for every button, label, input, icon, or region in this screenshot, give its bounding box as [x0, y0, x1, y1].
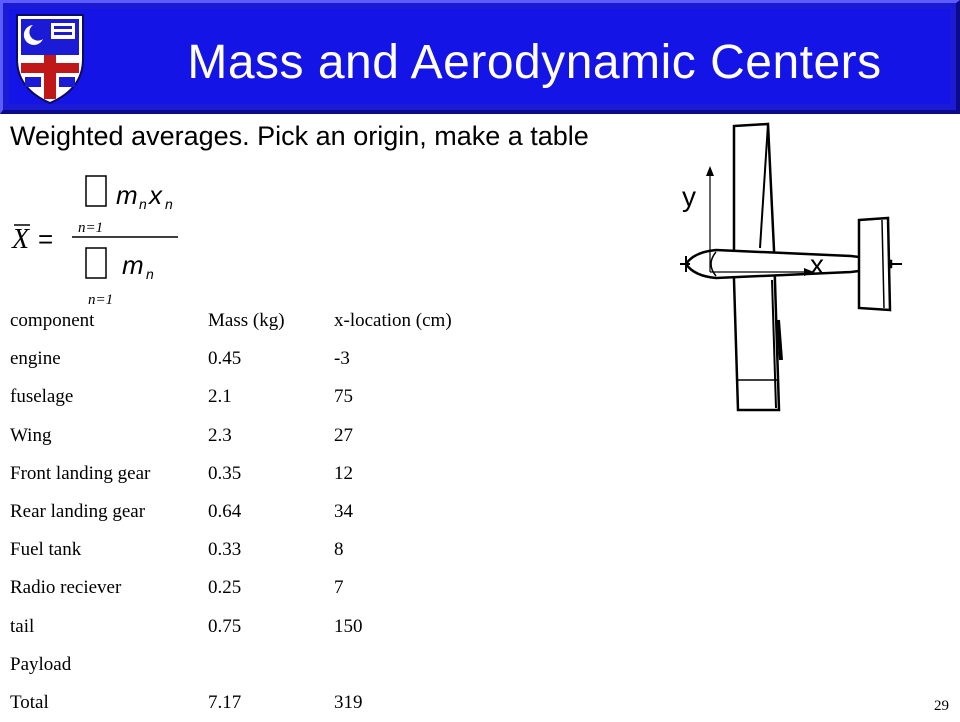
- cell-component: Payload: [10, 653, 72, 675]
- mass-location-table: [10, 302, 494, 722]
- y-axis-label: y: [682, 181, 696, 212]
- title-banner: [0, 0, 960, 114]
- formula-denominator-sub: n: [146, 266, 154, 282]
- table-row: [10, 417, 494, 455]
- formula-lhs: X: [12, 224, 30, 255]
- table-row: [10, 531, 494, 569]
- cell-x-location: 34: [334, 501, 353, 523]
- cell-x-location: 27: [334, 424, 353, 446]
- cell-component: engine: [10, 348, 61, 370]
- table-row: [10, 608, 494, 646]
- table-row: [10, 340, 494, 378]
- table-header-row: [10, 302, 494, 340]
- cell-mass: 0.45: [208, 348, 242, 370]
- cell-component: Fuel tank: [10, 539, 82, 561]
- x-axis-label: x: [810, 249, 824, 280]
- cell-mass: 0.35: [208, 462, 242, 484]
- page-title: Mass and Aerodynamic Centers: [187, 36, 882, 89]
- cell-component: tail: [10, 615, 35, 637]
- cell-x-location: 12: [334, 462, 353, 484]
- subtitle: Weighted averages. Pick an origin, make a table: [10, 121, 589, 151]
- formula-numerator-lower-limit: n=1: [78, 220, 104, 236]
- cell-component: Front landing gear: [10, 462, 151, 484]
- cell-mass: [208, 646, 334, 684]
- cell-mass: 2.3: [208, 424, 232, 446]
- formula-denominator-lower-limit: n=1: [88, 292, 114, 308]
- formula-equals: =: [38, 224, 54, 254]
- formula-numerator-x: x: [149, 180, 162, 210]
- sum-placeholder-box-top: [86, 176, 106, 206]
- cell-x-location: 319: [334, 691, 363, 713]
- table-row: [10, 569, 494, 607]
- cell-component: fuselage: [10, 386, 74, 408]
- table-row-total: [10, 684, 494, 722]
- cell-x-location: [334, 646, 494, 684]
- cell-x-location: 7: [334, 577, 344, 599]
- airplane-top-view-icon: [676, 120, 906, 412]
- header-mass: Mass (kg): [208, 310, 285, 332]
- cell-x-location: 8: [334, 539, 344, 561]
- header-component: component: [10, 310, 95, 332]
- cell-mass: 0.33: [208, 539, 242, 561]
- table-row: [10, 646, 494, 684]
- formula-numerator-m-sub: n: [139, 196, 147, 212]
- weighted-average-formula: [8, 170, 208, 310]
- table-row: [10, 493, 494, 531]
- formula-numerator-m: m: [116, 180, 138, 210]
- cell-mass: 0.25: [208, 577, 242, 599]
- cell-mass: 2.1: [208, 386, 232, 408]
- cell-mass: 0.64: [208, 501, 242, 523]
- page-number: 29: [934, 698, 949, 714]
- header-x-location: x-location (cm): [334, 310, 452, 332]
- sum-placeholder-box-bottom: [86, 248, 106, 278]
- cell-component: Radio reciever: [10, 577, 122, 599]
- formula-graphic: [8, 170, 208, 310]
- cell-x-location: 75: [334, 386, 353, 408]
- cell-x-location: 150: [334, 615, 363, 637]
- cell-x-location: -3: [334, 348, 350, 370]
- table-row: [10, 455, 494, 493]
- cell-component: Wing: [10, 424, 52, 446]
- table-row: [10, 378, 494, 416]
- cell-mass: 0.75: [208, 615, 242, 637]
- cell-component: Rear landing gear: [10, 501, 146, 523]
- formula-numerator-x-sub: n: [165, 196, 173, 212]
- formula-denominator-m: m: [122, 250, 144, 280]
- cell-component: Total: [10, 691, 49, 713]
- cell-mass: 7.17: [208, 691, 242, 713]
